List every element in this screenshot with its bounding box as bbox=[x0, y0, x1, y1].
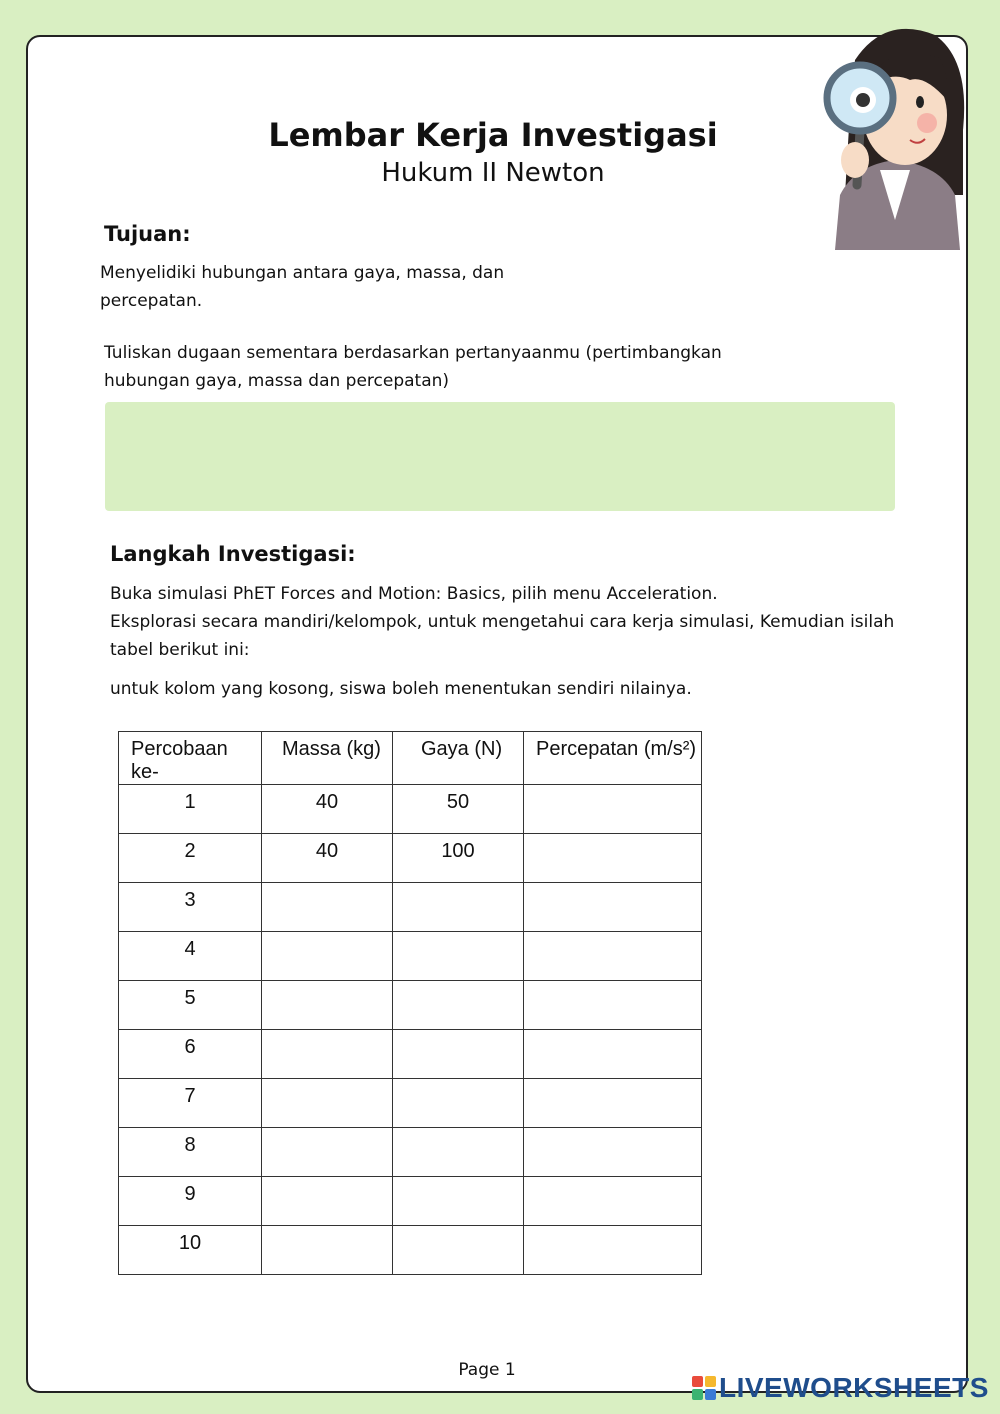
page-title: Lembar Kerja Investigasi bbox=[268, 116, 718, 154]
cell-mass[interactable] bbox=[262, 932, 393, 981]
cell-mass[interactable] bbox=[262, 1226, 393, 1275]
table-row bbox=[119, 981, 702, 1030]
cell-force[interactable] bbox=[393, 981, 524, 1030]
cell-force[interactable]: 100 bbox=[393, 834, 524, 883]
cell-acceleration[interactable] bbox=[524, 1177, 702, 1226]
cell-acceleration[interactable] bbox=[524, 932, 702, 981]
cell-force[interactable] bbox=[393, 1079, 524, 1128]
cell-mass[interactable]: 40 bbox=[262, 834, 393, 883]
cell-trial: 1 bbox=[119, 785, 262, 834]
liveworksheets-logo-icon bbox=[692, 1376, 716, 1400]
hypothesis-line-2: hubungan gaya, massa dan percepatan) bbox=[104, 371, 450, 391]
cell-force[interactable] bbox=[393, 1226, 524, 1275]
cell-mass[interactable] bbox=[262, 1177, 393, 1226]
cell-trial: 10 bbox=[119, 1226, 262, 1275]
langkah-line-3: tabel berikut ini: bbox=[110, 640, 250, 660]
table-row bbox=[119, 1030, 702, 1079]
page-subtitle: Hukum II Newton bbox=[381, 158, 605, 188]
col-header-percobaan: Percobaan ke- bbox=[119, 732, 262, 785]
hypothesis-answer-box[interactable] bbox=[105, 402, 895, 511]
liveworksheets-brand-text: LIVEWORKSHEETS bbox=[719, 1372, 989, 1403]
page-number: Page 1 bbox=[458, 1360, 516, 1380]
cell-acceleration[interactable] bbox=[524, 1128, 702, 1177]
table-row bbox=[119, 1177, 702, 1226]
cell-mass[interactable] bbox=[262, 1030, 393, 1079]
cell-trial: 6 bbox=[119, 1030, 262, 1079]
cell-acceleration[interactable] bbox=[524, 785, 702, 834]
cell-acceleration[interactable] bbox=[524, 1226, 702, 1275]
table-row bbox=[119, 883, 702, 932]
cell-acceleration[interactable] bbox=[524, 1030, 702, 1079]
cell-acceleration[interactable] bbox=[524, 981, 702, 1030]
table-row bbox=[119, 785, 702, 834]
cell-force[interactable] bbox=[393, 883, 524, 932]
langkah-note: untuk kolom yang kosong, siswa boleh menentukan sendiri nilainya. bbox=[110, 679, 692, 699]
table-row bbox=[119, 1128, 702, 1177]
cell-mass[interactable]: 40 bbox=[262, 785, 393, 834]
cell-force[interactable] bbox=[393, 932, 524, 981]
col-header-gaya: Gaya (N) bbox=[393, 732, 524, 785]
table-row bbox=[119, 1079, 702, 1128]
tujuan-heading: Tujuan: bbox=[104, 222, 191, 246]
cell-mass[interactable] bbox=[262, 1079, 393, 1128]
cell-trial: 7 bbox=[119, 1079, 262, 1128]
col-header-percepatan: Percepatan (m/s²) bbox=[524, 732, 702, 785]
liveworksheets-logo[interactable] bbox=[692, 1372, 989, 1404]
langkah-line-1: Buka simulasi PhET Forces and Motion: Basics, pilih menu Acceleration. bbox=[110, 584, 718, 604]
cell-trial: 4 bbox=[119, 932, 262, 981]
cell-acceleration[interactable] bbox=[524, 834, 702, 883]
cell-trial: 9 bbox=[119, 1177, 262, 1226]
cell-trial: 8 bbox=[119, 1128, 262, 1177]
cell-mass[interactable] bbox=[262, 981, 393, 1030]
langkah-line-2: Eksplorasi secara mandiri/kelompok, untuk mengetahui cara kerja simulasi, Kemudian isilah bbox=[110, 612, 895, 632]
cell-acceleration[interactable] bbox=[524, 1079, 702, 1128]
cell-force[interactable]: 50 bbox=[393, 785, 524, 834]
hypothesis-line-1: Tuliskan dugaan sementara berdasarkan pertanyaanmu (pertimbangkan bbox=[104, 343, 722, 363]
tujuan-line-1: Menyelidiki hubungan antara gaya, massa, dan bbox=[100, 263, 505, 283]
cell-trial: 2 bbox=[119, 834, 262, 883]
tujuan-line-2: percepatan. bbox=[100, 291, 203, 311]
table-row bbox=[119, 932, 702, 981]
table-row bbox=[119, 834, 702, 883]
cell-trial: 5 bbox=[119, 981, 262, 1030]
cell-acceleration[interactable] bbox=[524, 883, 702, 932]
cell-mass[interactable] bbox=[262, 1128, 393, 1177]
data-table bbox=[118, 731, 702, 1275]
langkah-heading: Langkah Investigasi: bbox=[110, 542, 356, 566]
cell-trial: 3 bbox=[119, 883, 262, 932]
cell-mass[interactable] bbox=[262, 883, 393, 932]
cell-force[interactable] bbox=[393, 1030, 524, 1079]
table-header-row bbox=[119, 732, 702, 785]
cell-force[interactable] bbox=[393, 1177, 524, 1226]
col-header-massa: Massa (kg) bbox=[262, 732, 393, 785]
table-row bbox=[119, 1226, 702, 1275]
cell-force[interactable] bbox=[393, 1128, 524, 1177]
